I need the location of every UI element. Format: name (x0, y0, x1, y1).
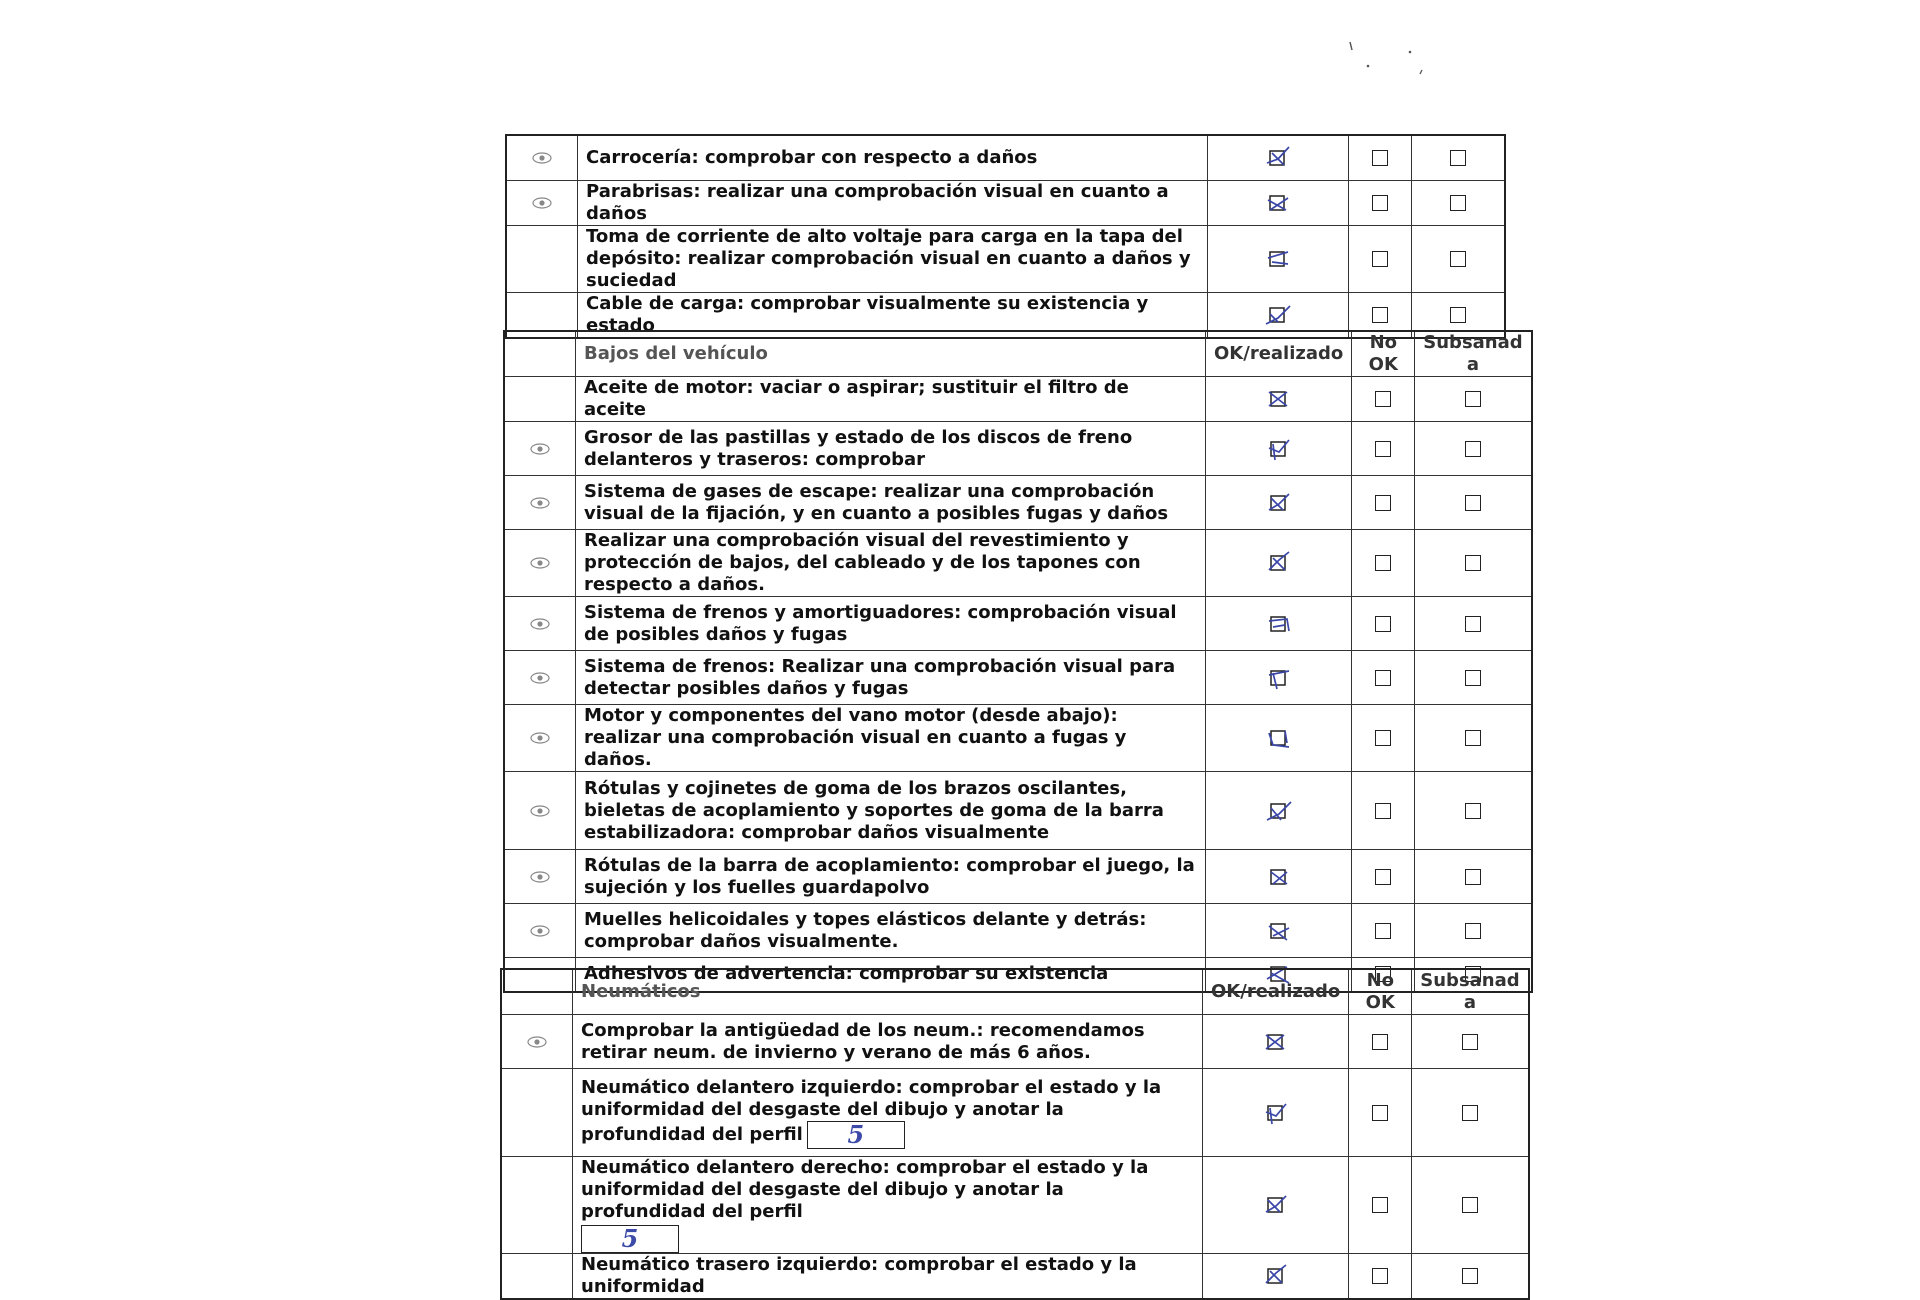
tread-depth-value: 5 (847, 1119, 865, 1149)
handwritten-tick-icon (1265, 918, 1293, 944)
not-ok-checkbox[interactable] (1349, 1069, 1412, 1157)
ok-checkbox[interactable] (1206, 705, 1352, 772)
empty-checkbox[interactable] (1372, 1105, 1388, 1121)
empty-checkbox[interactable] (1372, 1034, 1388, 1050)
eye-icon (529, 617, 551, 631)
eye-icon (529, 731, 551, 745)
scan-specks (1340, 38, 1430, 88)
corrected-checkbox[interactable] (1415, 651, 1532, 705)
empty-checkbox[interactable] (1462, 1034, 1478, 1050)
table-row (501, 1254, 1529, 1300)
table-row (501, 1069, 1529, 1157)
item-text: Carrocería: comprobar con respecto a daños (578, 135, 1208, 180)
not-ok-checkbox[interactable] (1352, 530, 1415, 597)
eye-cell (504, 904, 576, 958)
blank-icon-cell (501, 1157, 573, 1254)
empty-checkbox[interactable] (1375, 495, 1391, 511)
empty-checkbox[interactable] (1375, 803, 1391, 819)
ok-checkbox[interactable] (1206, 377, 1352, 422)
corrected-checkbox[interactable] (1415, 476, 1532, 530)
section-header (501, 969, 1529, 1015)
table-row (504, 850, 1532, 904)
col-header-not-ok: No OK (1349, 969, 1412, 1015)
not-ok-checkbox[interactable] (1349, 135, 1412, 180)
corrected-checkbox[interactable] (1415, 530, 1532, 597)
table-row (506, 225, 1505, 292)
tread-depth-field[interactable] (581, 1225, 679, 1253)
blank-icon-cell (504, 377, 576, 422)
item-cell (573, 1157, 1203, 1254)
blank-icon-cell (501, 1254, 573, 1300)
ok-checkbox[interactable] (1206, 772, 1352, 850)
blank-icon-cell (501, 1069, 573, 1157)
eye-icon (531, 196, 553, 210)
empty-checkbox[interactable] (1465, 555, 1481, 571)
not-ok-checkbox[interactable] (1352, 377, 1415, 422)
item-text: Cable de carga: comprobar visualmente su existencia y estado (578, 292, 1208, 338)
empty-checkbox[interactable] (1465, 441, 1481, 457)
handwritten-tick-icon (1262, 1029, 1290, 1055)
corrected-checkbox[interactable] (1412, 1254, 1529, 1300)
eye-icon (529, 924, 551, 938)
item-text: Toma de corriente de alto voltaje para carga en la tapa del depósito: realizar comprobación visual en cuanto a daños y suciedad (578, 225, 1208, 292)
handwritten-tick-icon (1265, 725, 1293, 751)
item-cell (576, 530, 1206, 597)
eye-cell (506, 135, 578, 180)
empty-checkbox[interactable] (1465, 391, 1481, 407)
eye-cell (501, 1015, 573, 1069)
empty-checkbox[interactable] (1450, 150, 1466, 166)
ok-checkbox[interactable] (1208, 135, 1349, 180)
ok-checkbox[interactable] (1206, 530, 1352, 597)
empty-checkbox[interactable] (1465, 730, 1481, 746)
item-cell (576, 850, 1206, 904)
empty-checkbox[interactable] (1375, 730, 1391, 746)
ok-checkbox[interactable] (1203, 1069, 1349, 1157)
empty-checkbox[interactable] (1375, 923, 1391, 939)
eye-cell (504, 476, 576, 530)
corrected-checkbox[interactable] (1415, 772, 1532, 850)
eye-icon (529, 442, 551, 456)
handwritten-tick-icon (1264, 246, 1292, 272)
not-ok-checkbox[interactable] (1352, 422, 1415, 476)
empty-checkbox[interactable] (1465, 616, 1481, 632)
checklist-top (505, 134, 1506, 339)
not-ok-checkbox[interactable] (1349, 1015, 1412, 1069)
corrected-checkbox[interactable] (1412, 180, 1506, 225)
ok-checkbox[interactable] (1206, 651, 1352, 705)
checklist-neumaticos (500, 968, 1530, 1300)
corrected-checkbox[interactable] (1415, 850, 1532, 904)
empty-checkbox[interactable] (1450, 307, 1466, 323)
item-text: Motor y componentes del vano motor (desde abajo): realizar una comprobación visual en cuanto a fugas y daños. (584, 705, 1127, 770)
corrected-checkbox[interactable] (1412, 225, 1506, 292)
item-cell (576, 422, 1206, 476)
item-text: Neumático trasero izquierdo: comprobar el estado y la uniformidad (581, 1254, 1137, 1297)
item-text: Sistema de frenos y amortiguadores: comprobación visual de posibles daños y fugas (584, 601, 1177, 645)
section-title: Bajos del vehículo (576, 331, 1206, 377)
not-ok-checkbox[interactable] (1352, 772, 1415, 850)
empty-checkbox[interactable] (1465, 495, 1481, 511)
item-cell (573, 1069, 1203, 1157)
eye-icon (529, 556, 551, 570)
handwritten-tick-icon (1262, 1192, 1290, 1218)
eye-icon (531, 151, 553, 165)
tread-depth-field[interactable] (807, 1121, 905, 1149)
empty-checkbox[interactable] (1372, 1197, 1388, 1213)
col-header-ok: OK/realizado (1206, 331, 1352, 377)
item-cell (576, 772, 1206, 850)
col-header-corrected: Subsanad a (1412, 969, 1529, 1015)
not-ok-checkbox[interactable] (1352, 651, 1415, 705)
handwritten-tick-icon (1264, 145, 1292, 171)
not-ok-checkbox[interactable] (1352, 850, 1415, 904)
item-text: Neumático delantero izquierdo: comprobar el estado y la uniformidad del desgaste del dibujo y anotar la profundidad del perfil (581, 1076, 1162, 1145)
empty-checkbox[interactable] (1372, 1268, 1388, 1284)
item-cell (573, 1254, 1203, 1300)
corrected-checkbox[interactable] (1415, 597, 1532, 651)
table-row (501, 1157, 1529, 1254)
empty-checkbox[interactable] (1375, 555, 1391, 571)
empty-checkbox[interactable] (1375, 616, 1391, 632)
item-text: Rótulas de la barra de acoplamiento: comprobar el juego, la sujeción y los fuelles guardapolvo (584, 854, 1195, 898)
not-ok-checkbox[interactable] (1349, 225, 1412, 292)
corrected-checkbox[interactable] (1412, 135, 1506, 180)
empty-checkbox[interactable] (1465, 869, 1481, 885)
item-text: Grosor de las pastillas y estado de los discos de freno delanteros y traseros: comprobar (584, 426, 1133, 470)
item-text: Comprobar la antigüedad de los neum.: recomendamos retirar neum. de invierno y verano de más 6 años. (581, 1019, 1145, 1063)
item-text: Sistema de gases de escape: realizar una comprobación visual de la fijación, y en cuanto a posibles fugas y daños (584, 480, 1169, 524)
table-row (506, 180, 1505, 225)
not-ok-checkbox[interactable] (1352, 705, 1415, 772)
table-row (504, 530, 1532, 597)
table-row (504, 422, 1532, 476)
empty-checkbox[interactable] (1462, 1105, 1478, 1121)
ok-checkbox[interactable] (1208, 225, 1349, 292)
item-text: Rótulas y cojinetes de goma de los brazos oscilantes, bieletas de acoplamiento y soportes de goma de la barra estabilizadora: comprobar daños visualmente (584, 777, 1164, 843)
ok-checkbox[interactable] (1203, 1254, 1349, 1300)
corrected-checkbox[interactable] (1415, 422, 1532, 476)
item-cell (576, 476, 1206, 530)
corrected-checkbox[interactable] (1415, 705, 1532, 772)
empty-checkbox[interactable] (1465, 803, 1481, 819)
empty-checkbox[interactable] (1375, 441, 1391, 457)
empty-checkbox[interactable] (1372, 195, 1388, 211)
not-ok-checkbox[interactable] (1349, 1254, 1412, 1300)
corrected-checkbox[interactable] (1412, 1015, 1529, 1069)
corrected-checkbox[interactable] (1412, 1157, 1529, 1254)
ok-checkbox[interactable] (1206, 476, 1352, 530)
item-cell (576, 651, 1206, 705)
table-row (504, 597, 1532, 651)
item-cell (576, 705, 1206, 772)
empty-checkbox[interactable] (1375, 391, 1391, 407)
eye-cell (504, 850, 576, 904)
checklist-bajos (503, 330, 1533, 993)
eye-cell (506, 180, 578, 225)
handwritten-tick-icon (1264, 302, 1292, 328)
eye-cell (504, 530, 576, 597)
table-row (506, 135, 1505, 180)
empty-checkbox[interactable] (1450, 195, 1466, 211)
col-header-corrected: Subsanad a (1415, 331, 1532, 377)
item-text: Neumático delantero derecho: comprobar el estado y la uniformidad del desgaste del dibujo y anotar la profundidad del perfil (581, 1157, 1149, 1222)
empty-checkbox[interactable] (1372, 307, 1388, 323)
tread-depth-value: 5 (621, 1224, 639, 1253)
handwritten-tick-icon (1265, 386, 1293, 412)
handwritten-tick-icon (1265, 798, 1293, 824)
handwritten-tick-icon (1265, 490, 1293, 516)
handwritten-tick-icon (1262, 1263, 1290, 1289)
table-row (504, 904, 1532, 958)
table-row (501, 1015, 1529, 1069)
ok-checkbox[interactable] (1206, 422, 1352, 476)
not-ok-checkbox[interactable] (1349, 180, 1412, 225)
blank-icon-cell (506, 225, 578, 292)
item-cell (576, 377, 1206, 422)
item-text: Sistema de frenos: Realizar una comprobación visual para detectar posibles daños y fugas (584, 655, 1176, 699)
ok-checkbox[interactable] (1206, 850, 1352, 904)
item-text: Muelles helicoidales y topes elásticos delante y detrás: comprobar daños visualmente. (584, 908, 1147, 952)
corrected-checkbox[interactable] (1415, 377, 1532, 422)
handwritten-tick-icon (1264, 190, 1292, 216)
eye-icon (529, 870, 551, 884)
blank-icon-cell (501, 969, 573, 1015)
eye-icon (529, 671, 551, 685)
section-title: Neumáticos (573, 969, 1203, 1015)
eye-cell (504, 705, 576, 772)
empty-checkbox[interactable] (1465, 670, 1481, 686)
handwritten-tick-icon (1262, 1100, 1290, 1126)
handwritten-tick-icon (1265, 665, 1293, 691)
item-text: Parabrisas: realizar una comprobación visual en cuanto a daños (578, 180, 1208, 225)
eye-icon (526, 1035, 548, 1049)
empty-checkbox[interactable] (1462, 1197, 1478, 1213)
not-ok-checkbox[interactable] (1352, 597, 1415, 651)
handwritten-tick-icon (1265, 864, 1293, 890)
item-text: Realizar una comprobación visual del revestimiento y protección de bajos, del cableado y de los tapones con respecto a daños. (584, 530, 1141, 595)
handwritten-tick-icon (1265, 550, 1293, 576)
col-header-ok: OK/realizado (1203, 969, 1349, 1015)
item-cell (576, 597, 1206, 651)
empty-checkbox[interactable] (1372, 150, 1388, 166)
item-text: Aceite de motor: vaciar o aspirar; sustituir el filtro de aceite (584, 377, 1129, 420)
eye-cell (504, 422, 576, 476)
table-row (504, 772, 1532, 850)
empty-checkbox[interactable] (1372, 251, 1388, 267)
empty-checkbox[interactable] (1375, 670, 1391, 686)
not-ok-checkbox[interactable] (1352, 476, 1415, 530)
eye-cell (504, 651, 576, 705)
table-row (504, 651, 1532, 705)
eye-cell (504, 772, 576, 850)
table-row (504, 377, 1532, 422)
not-ok-checkbox[interactable] (1349, 1157, 1412, 1254)
ok-checkbox[interactable] (1206, 597, 1352, 651)
item-cell (573, 1015, 1203, 1069)
section-header (504, 331, 1532, 377)
empty-checkbox[interactable] (1450, 251, 1466, 267)
blank-icon-cell (504, 331, 576, 377)
handwritten-tick-icon (1265, 436, 1293, 462)
item-text: Adhesivos de advertencia: comprobar su existencia (584, 963, 1109, 985)
empty-checkbox[interactable] (1462, 1268, 1478, 1284)
ok-checkbox[interactable] (1208, 180, 1349, 225)
handwritten-tick-icon (1265, 611, 1293, 637)
ok-checkbox[interactable] (1203, 1015, 1349, 1069)
table-row (504, 476, 1532, 530)
eye-icon (529, 804, 551, 818)
table-row (504, 705, 1532, 772)
item-cell (576, 904, 1206, 958)
eye-icon (529, 496, 551, 510)
empty-checkbox[interactable] (1465, 923, 1481, 939)
ok-checkbox[interactable] (1203, 1157, 1349, 1254)
corrected-checkbox[interactable] (1412, 1069, 1529, 1157)
eye-cell (504, 597, 576, 651)
empty-checkbox[interactable] (1375, 869, 1391, 885)
ok-checkbox[interactable] (1206, 904, 1352, 958)
col-header-not-ok: No OK (1352, 331, 1415, 377)
corrected-checkbox[interactable] (1415, 904, 1532, 958)
not-ok-checkbox[interactable] (1352, 904, 1415, 958)
